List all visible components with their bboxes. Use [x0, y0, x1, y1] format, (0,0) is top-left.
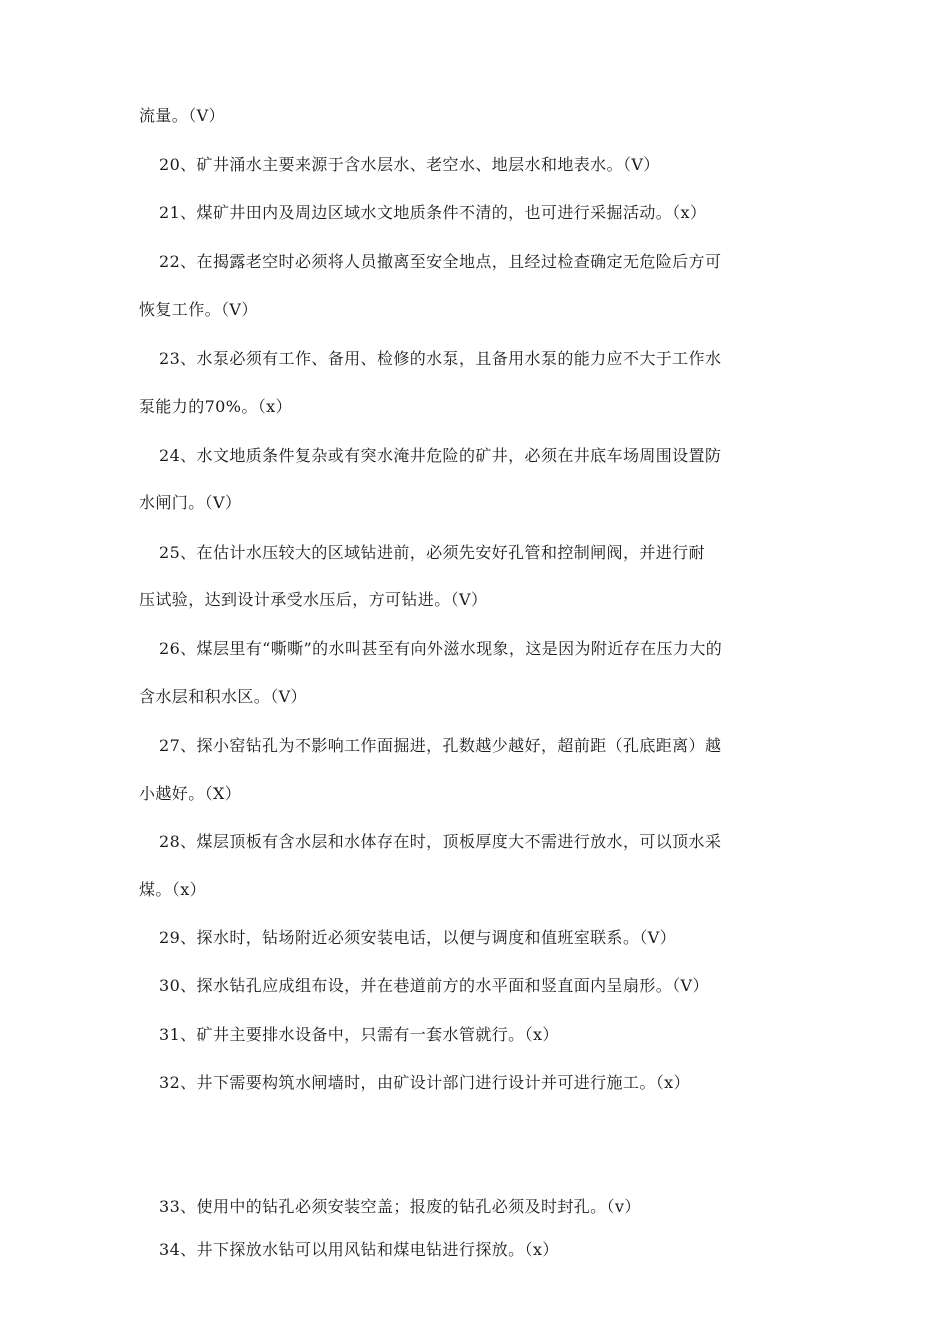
- text-line: 31、矿井主要排水设备中，只需有一套水管就行。（x）: [159, 1025, 559, 1044]
- text-line: 煤。（x）: [139, 880, 207, 899]
- text-line: 26、煤层里有“嘶嘶”的水叫甚至有向外滋水现象，这是因为附近存在压力大的: [159, 639, 723, 658]
- text-line: 27、探小窑钻孔为不影响工作面掘进，孔数越少越好，超前距（孔底距离）越: [159, 736, 722, 755]
- text-line: 流量。（V）: [139, 106, 225, 125]
- text-line: 33、使用中的钻孔必须安装空盖；报废的钻孔必须及时封孔。（v）: [159, 1197, 641, 1216]
- text-line: 20、矿井涌水主要来源于含水层水、老空水、地层水和地表水。（V）: [159, 155, 660, 174]
- text-line: 含水层和积水区。（V）: [139, 687, 307, 706]
- text-line: 22、在揭露老空时必须将人员撤离至安全地点，且经过检查确定无危险后方可: [159, 252, 722, 271]
- text-line: 30、探水钻孔应成组布设，并在巷道前方的水平面和竖直面内呈扇形。（V）: [159, 976, 709, 995]
- text-line: 小越好。（X）: [139, 784, 242, 803]
- text-line: 25、在估计水压较大的区域钻进前，必须先安好孔管和控制闸阀，并进行耐: [159, 543, 705, 562]
- text-line: 压试验，达到设计承受水压后，方可钻进。（V）: [139, 590, 488, 609]
- text-line: 28、煤层顶板有含水层和水体存在时，顶板厚度大不需进行放水，可以顶水采: [159, 832, 722, 851]
- text-line: 21、煤矿井田内及周边区域水文地质条件不清的，也可进行采掘活动。（x）: [159, 203, 707, 222]
- text-line: 34、井下探放水钻可以用风钻和煤电钻进行探放。（x）: [159, 1240, 559, 1259]
- text-line: 泵能力的70%。（x）: [139, 397, 292, 416]
- text-line: 24、水文地质条件复杂或有突水淹井危险的矿井，必须在井底车场周围设置防: [159, 446, 722, 465]
- text-line: 恢复工作。（V）: [139, 300, 258, 319]
- text-line: 29、探水时，钻场附近必须安装电话，以便与调度和值班室联系。（V）: [159, 928, 677, 947]
- text-line: 水闸门。（V）: [139, 493, 242, 512]
- text-line: 23、水泵必须有工作、备用、检修的水泵，且备用水泵的能力应不大于工作水: [159, 349, 722, 368]
- text-line: 32、井下需要构筑水闸墙时，由矿设计部门进行设计并可进行施工。（x）: [159, 1073, 690, 1092]
